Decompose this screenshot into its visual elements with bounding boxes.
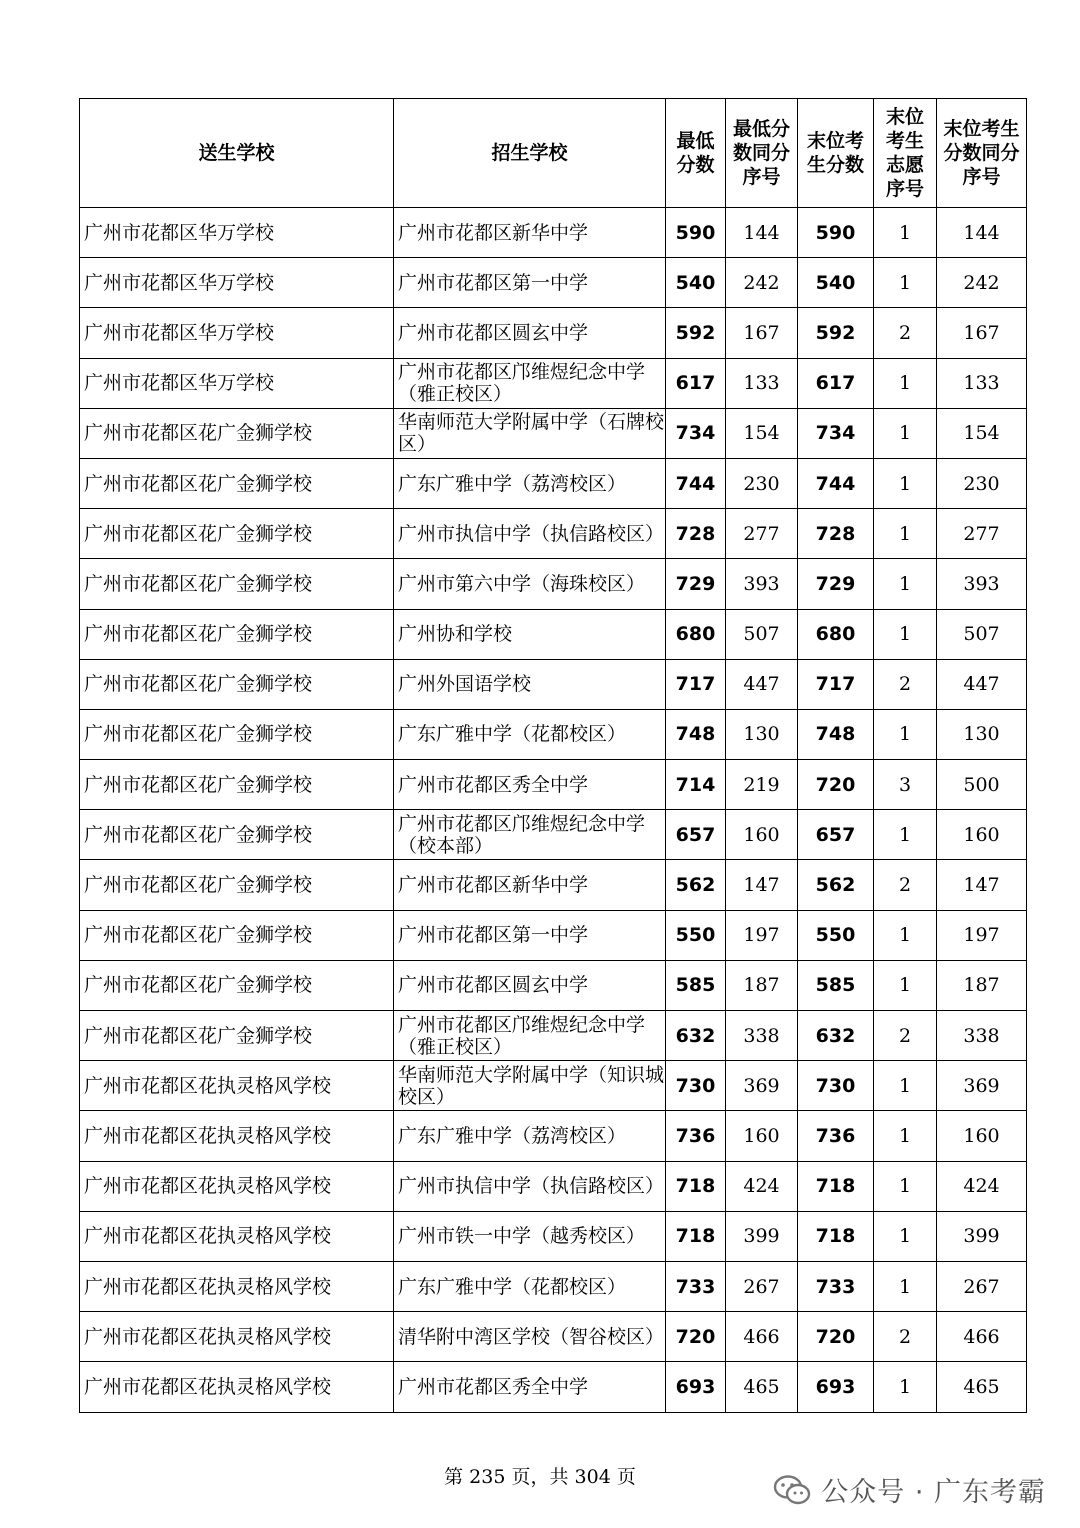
- last-tie-cell: 393: [937, 559, 1027, 609]
- min-tie-cell: 144: [726, 208, 798, 258]
- last-pref-cell: 2: [874, 1312, 937, 1362]
- min-tie-cell: 465: [726, 1362, 798, 1412]
- min-tie-cell: 466: [726, 1312, 798, 1362]
- min-tie-cell: 219: [726, 760, 798, 810]
- min-score-cell: 736: [666, 1111, 726, 1161]
- min-score-cell: 728: [666, 509, 726, 559]
- sender-school-cell: 广州市花都区花广金狮学校: [80, 458, 394, 508]
- recruit-school-cell: 广州市铁一中学（越秀校区）: [394, 1211, 666, 1261]
- recruit-school-cell: 广东广雅中学（荔湾校区）: [394, 458, 666, 508]
- header-line: 最低: [676, 130, 715, 152]
- table-row: [80, 208, 1027, 258]
- last-pref-cell: 1: [874, 709, 937, 759]
- last-tie-cell: 447: [937, 659, 1027, 709]
- recruit-school-cell: 广州市花都区秀全中学: [394, 1362, 666, 1412]
- sender-school-cell: 广州市花都区花广金狮学校: [80, 408, 394, 458]
- sender-school-cell: 广州市花都区花广金狮学校: [80, 860, 394, 910]
- table-row: [80, 1312, 1027, 1362]
- table-row: [80, 408, 1027, 458]
- table-row: [80, 910, 1027, 960]
- last-tie-cell: 466: [937, 1312, 1027, 1362]
- last-score-cell: 720: [798, 1312, 874, 1362]
- last-tie-cell: 187: [937, 960, 1027, 1010]
- last-score-cell: 540: [798, 258, 874, 308]
- min-score-cell: 744: [666, 458, 726, 508]
- min-score-cell: 718: [666, 1211, 726, 1261]
- table-row: [80, 1161, 1027, 1211]
- last-score-cell: 720: [798, 760, 874, 810]
- sender-school-cell: 广州市花都区花广金狮学校: [80, 760, 394, 810]
- min-tie-cell: 147: [726, 860, 798, 910]
- min-tie-cell: 130: [726, 709, 798, 759]
- min-tie-cell: 160: [726, 1111, 798, 1161]
- last-tie-cell: 133: [937, 358, 1027, 408]
- last-score-cell: 734: [798, 408, 874, 458]
- sender-school-cell: 广州市花都区花广金狮学校: [80, 609, 394, 659]
- last-pref-cell: 1: [874, 960, 937, 1010]
- recruit-school-cell: 广州市花都区邝维煜纪念中学（校本部）: [394, 810, 666, 860]
- min-tie-cell: 267: [726, 1261, 798, 1311]
- sender-school-cell: 广州市花都区花广金狮学校: [80, 910, 394, 960]
- min-score-cell: 680: [666, 609, 726, 659]
- min-tie-cell: 507: [726, 609, 798, 659]
- sender-school-cell: 广州市花都区花执灵格风学校: [80, 1111, 394, 1161]
- recruit-school-cell: 广州市执信中学（执信路校区）: [394, 509, 666, 559]
- min-score-cell: 550: [666, 910, 726, 960]
- table-row: [80, 709, 1027, 759]
- last-tie-cell: 369: [937, 1061, 1027, 1111]
- table-row: [80, 1111, 1027, 1161]
- recruit-school-cell: 广州市花都区邝维煜纪念中学（雅正校区）: [394, 358, 666, 408]
- header-line: 生分数: [806, 154, 864, 176]
- min-score-cell: 730: [666, 1061, 726, 1111]
- sender-school-cell: 广州市花都区华万学校: [80, 258, 394, 308]
- last-score-cell: 617: [798, 358, 874, 408]
- last-tie-cell: 507: [937, 609, 1027, 659]
- last-score-cell: 680: [798, 609, 874, 659]
- last-tie-cell: 154: [937, 408, 1027, 458]
- recruit-school-cell: 广东广雅中学（花都校区）: [394, 1261, 666, 1311]
- header-line: 分数同分: [943, 142, 1020, 164]
- recruit-school-cell: 华南师范大学附属中学（石牌校区）: [394, 408, 666, 458]
- header-sender-school: [80, 99, 394, 208]
- table-row: [80, 458, 1027, 508]
- table-row: [80, 659, 1027, 709]
- header-line: 末位考生: [943, 118, 1020, 140]
- table-row: [80, 1011, 1027, 1061]
- min-tie-cell: 160: [726, 810, 798, 860]
- table-row: [80, 609, 1027, 659]
- table-row: [80, 358, 1027, 408]
- last-pref-cell: 1: [874, 208, 937, 258]
- last-tie-cell: 399: [937, 1211, 1027, 1261]
- header-line: 志愿: [885, 154, 924, 176]
- last-pref-cell: 1: [874, 810, 937, 860]
- recruit-school-cell: 广州市花都区新华中学: [394, 208, 666, 258]
- recruit-school-cell: 广州市花都区秀全中学: [394, 760, 666, 810]
- last-tie-cell: 230: [937, 458, 1027, 508]
- min-score-cell: 717: [666, 659, 726, 709]
- table-row: [80, 810, 1027, 860]
- header-line: 序号: [742, 166, 781, 188]
- last-pref-cell: 1: [874, 559, 937, 609]
- last-pref-cell: 1: [874, 1362, 937, 1412]
- header-line: 数同分: [732, 142, 790, 164]
- min-score-cell: 718: [666, 1161, 726, 1211]
- last-pref-cell: 1: [874, 1161, 937, 1211]
- last-tie-cell: 267: [937, 1261, 1027, 1311]
- table-body: [80, 208, 1027, 1413]
- table-row: [80, 1061, 1027, 1111]
- header-line: 招生学校: [491, 142, 568, 164]
- table-row: [80, 1261, 1027, 1311]
- min-tie-cell: 230: [726, 458, 798, 508]
- table-row: [80, 760, 1027, 810]
- last-tie-cell: 465: [937, 1362, 1027, 1412]
- min-tie-cell: 393: [726, 559, 798, 609]
- sender-school-cell: 广州市花都区花执灵格风学校: [80, 1261, 394, 1311]
- min-score-cell: 540: [666, 258, 726, 308]
- sender-school-cell: 广州市花都区花执灵格风学校: [80, 1312, 394, 1362]
- min-score-cell: 693: [666, 1362, 726, 1412]
- wechat-icon: [773, 1475, 811, 1505]
- recruit-school-cell: 广州市执信中学（执信路校区）: [394, 1161, 666, 1211]
- recruit-school-cell: 华南师范大学附属中学（知识城校区）: [394, 1061, 666, 1111]
- last-score-cell: 744: [798, 458, 874, 508]
- last-pref-cell: 1: [874, 1061, 937, 1111]
- watermark: [773, 1470, 1046, 1509]
- min-tie-cell: 277: [726, 509, 798, 559]
- header-line: 序号: [962, 166, 1001, 188]
- header-line: 分数: [676, 154, 715, 176]
- last-pref-cell: 1: [874, 258, 937, 308]
- min-score-cell: 617: [666, 358, 726, 408]
- recruit-school-cell: 广州市花都区圆玄中学: [394, 308, 666, 358]
- recruit-school-cell: 广东广雅中学（荔湾校区）: [394, 1111, 666, 1161]
- min-score-cell: 748: [666, 709, 726, 759]
- last-pref-cell: 1: [874, 458, 937, 508]
- last-tie-cell: 242: [937, 258, 1027, 308]
- min-score-cell: 590: [666, 208, 726, 258]
- last-tie-cell: 130: [937, 709, 1027, 759]
- min-tie-cell: 399: [726, 1211, 798, 1261]
- table-row: [80, 1362, 1027, 1412]
- last-pref-cell: 2: [874, 659, 937, 709]
- table-row: [80, 860, 1027, 910]
- last-pref-cell: 1: [874, 358, 937, 408]
- sender-school-cell: 广州市花都区花广金狮学校: [80, 709, 394, 759]
- last-tie-cell: 424: [937, 1161, 1027, 1211]
- table-row: [80, 960, 1027, 1010]
- last-score-cell: 730: [798, 1061, 874, 1111]
- header-recruit-school: [394, 99, 666, 208]
- last-tie-cell: 147: [937, 860, 1027, 910]
- min-score-cell: 592: [666, 308, 726, 358]
- last-score-cell: 748: [798, 709, 874, 759]
- last-tie-cell: 160: [937, 1111, 1027, 1161]
- table-row: [80, 509, 1027, 559]
- last-pref-cell: 1: [874, 1261, 937, 1311]
- min-tie-cell: 187: [726, 960, 798, 1010]
- min-tie-cell: 338: [726, 1011, 798, 1061]
- last-score-cell: 562: [798, 860, 874, 910]
- last-pref-cell: 1: [874, 509, 937, 559]
- min-score-cell: 562: [666, 860, 726, 910]
- header-line: 最低分: [732, 118, 790, 140]
- last-pref-cell: 2: [874, 308, 937, 358]
- recruit-school-cell: 广州市花都区第一中学: [394, 258, 666, 308]
- table-row: [80, 258, 1027, 308]
- last-tie-cell: 144: [937, 208, 1027, 258]
- header-last-tie: [937, 99, 1027, 208]
- last-pref-cell: 1: [874, 910, 937, 960]
- last-pref-cell: 1: [874, 609, 937, 659]
- last-tie-cell: 277: [937, 509, 1027, 559]
- last-score-cell: 736: [798, 1111, 874, 1161]
- last-score-cell: 718: [798, 1161, 874, 1211]
- min-tie-cell: 242: [726, 258, 798, 308]
- header-row: [80, 99, 1027, 208]
- last-pref-cell: 2: [874, 860, 937, 910]
- min-score-cell: 720: [666, 1312, 726, 1362]
- last-score-cell: 729: [798, 559, 874, 609]
- last-score-cell: 717: [798, 659, 874, 709]
- recruit-school-cell: 广东广雅中学（花都校区）: [394, 709, 666, 759]
- sender-school-cell: 广州市花都区华万学校: [80, 208, 394, 258]
- last-score-cell: 585: [798, 960, 874, 1010]
- sender-school-cell: 广州市花都区华万学校: [80, 308, 394, 358]
- recruit-school-cell: 广州外国语学校: [394, 659, 666, 709]
- last-pref-cell: 1: [874, 1211, 937, 1261]
- last-score-cell: 733: [798, 1261, 874, 1311]
- last-score-cell: 693: [798, 1362, 874, 1412]
- page-number: 第 235 页，共 304 页: [444, 1466, 636, 1488]
- min-tie-cell: 447: [726, 659, 798, 709]
- sender-school-cell: 广州市花都区花执灵格风学校: [80, 1211, 394, 1261]
- sender-school-cell: 广州市花都区花执灵格风学校: [80, 1061, 394, 1111]
- last-score-cell: 657: [798, 810, 874, 860]
- last-pref-cell: 1: [874, 1111, 937, 1161]
- sender-school-cell: 广州市花都区花广金狮学校: [80, 810, 394, 860]
- min-score-cell: 714: [666, 760, 726, 810]
- min-tie-cell: 369: [726, 1061, 798, 1111]
- min-tie-cell: 133: [726, 358, 798, 408]
- recruit-school-cell: 广州协和学校: [394, 609, 666, 659]
- last-score-cell: 728: [798, 509, 874, 559]
- last-score-cell: 590: [798, 208, 874, 258]
- sender-school-cell: 广州市花都区花广金狮学校: [80, 659, 394, 709]
- sender-school-cell: 广州市花都区花广金狮学校: [80, 509, 394, 559]
- last-tie-cell: 160: [937, 810, 1027, 860]
- min-score-cell: 632: [666, 1011, 726, 1061]
- header-line: 序号: [885, 178, 924, 200]
- table-row: [80, 559, 1027, 609]
- last-score-cell: 718: [798, 1211, 874, 1261]
- watermark-text: 公众号 · 广东考霸: [821, 1477, 1046, 1508]
- last-tie-cell: 338: [937, 1011, 1027, 1061]
- min-score-cell: 734: [666, 408, 726, 458]
- min-score-cell: 733: [666, 1261, 726, 1311]
- min-score-cell: 585: [666, 960, 726, 1010]
- min-tie-cell: 424: [726, 1161, 798, 1211]
- min-tie-cell: 197: [726, 910, 798, 960]
- header-line: 末位: [885, 106, 924, 128]
- table-row: [80, 308, 1027, 358]
- min-score-cell: 729: [666, 559, 726, 609]
- last-pref-cell: 1: [874, 408, 937, 458]
- recruit-school-cell: 清华附中湾区学校（智谷校区）: [394, 1312, 666, 1362]
- last-score-cell: 550: [798, 910, 874, 960]
- recruit-school-cell: 广州市花都区圆玄中学: [394, 960, 666, 1010]
- header-line: 末位考: [806, 130, 864, 152]
- sender-school-cell: 广州市花都区花广金狮学校: [80, 559, 394, 609]
- last-tie-cell: 197: [937, 910, 1027, 960]
- recruit-school-cell: 广州市第六中学（海珠校区）: [394, 559, 666, 609]
- sender-school-cell: 广州市花都区花执灵格风学校: [80, 1362, 394, 1412]
- recruit-school-cell: 广州市花都区第一中学: [394, 910, 666, 960]
- min-tie-cell: 167: [726, 308, 798, 358]
- last-tie-cell: 500: [937, 760, 1027, 810]
- header-line: 送生学校: [198, 142, 275, 164]
- recruit-school-cell: 广州市花都区邝维煜纪念中学（雅正校区）: [394, 1011, 666, 1061]
- last-tie-cell: 167: [937, 308, 1027, 358]
- sender-school-cell: 广州市花都区花广金狮学校: [80, 960, 394, 1010]
- sender-school-cell: 广州市花都区花执灵格风学校: [80, 1161, 394, 1211]
- recruit-school-cell: 广州市花都区新华中学: [394, 860, 666, 910]
- last-score-cell: 592: [798, 308, 874, 358]
- header-min-score: [666, 99, 726, 208]
- last-score-cell: 632: [798, 1011, 874, 1061]
- last-pref-cell: 3: [874, 760, 937, 810]
- sender-school-cell: 广州市花都区华万学校: [80, 358, 394, 408]
- admission-table: [79, 98, 1027, 1413]
- last-pref-cell: 2: [874, 1011, 937, 1061]
- table-row: [80, 1211, 1027, 1261]
- header-last-score: [798, 99, 874, 208]
- header-last-pref: [874, 99, 937, 208]
- min-tie-cell: 154: [726, 408, 798, 458]
- sender-school-cell: 广州市花都区花广金狮学校: [80, 1011, 394, 1061]
- header-min-tie: [726, 99, 798, 208]
- min-score-cell: 657: [666, 810, 726, 860]
- header-line: 考生: [885, 130, 924, 152]
